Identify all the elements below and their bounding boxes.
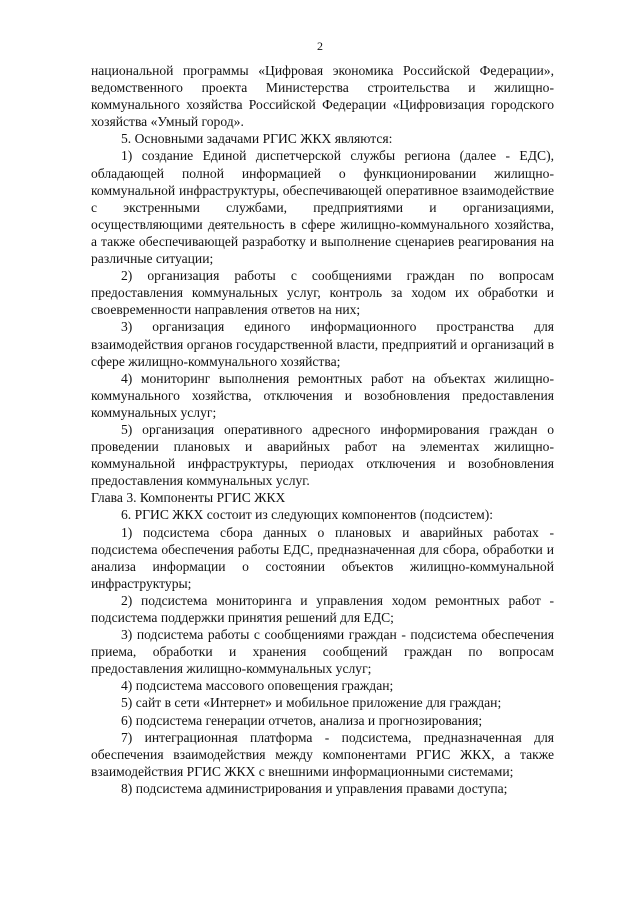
list-item: 3) организация единого информационного пространства для взаимодействия органов государственной власти, предприятий и организаций в сфере жилищно-коммунального хозяйства; (91, 319, 554, 369)
list-item: 4) мониторинг выполнения ремонтных работ на объектах жилищно-коммунального хозяйства, отключения и возобновления предоставления коммунальных услуг; (91, 370, 554, 420)
list-item: 2) организация работы с сообщениями граждан по вопросам предоставления коммунальных услуг, контроль за ходом их обработки и своевременности направления ответов на них; (91, 268, 554, 318)
list-item: 5) организация оперативного адресного информирования граждан о проведении плановых и аварийных работ на элементах жилищно-коммунальной инфраструктуры, периодах отключения и возобновления предоставления коммунальных услуг. (91, 421, 554, 489)
chapter-heading: Глава 3. Компоненты РГИС ЖКХ (91, 490, 286, 506)
paragraph: 5. Основными задачами РГИС ЖКХ являются: (121, 131, 393, 147)
list-item: 6) подсистема генерации отчетов, анализа и прогнозирования; (121, 712, 483, 728)
document-body (91, 62, 554, 797)
list-item: 1) подсистема сбора данных о плановых и аварийных работах - подсистема обеспечения работы ЕДС, предназначенная для сбора, обработки и анализа информации о состоянии объектов жилищно-коммунальной инфраструктуры; (91, 524, 554, 591)
list-item: 5) сайт в сети «Интернет» и мобильное приложение для граждан; (121, 695, 502, 711)
list-item: 2) подсистема мониторинга и управления ходом ремонтных работ - подсистема поддержки принятия решений для ЕДС; (91, 592, 554, 625)
list-item: 1) создание Единой диспетчерской службы региона (далее - ЕДС), обладающей полной информацией о функционировании жилищно-коммунальной инфраструктуры, обеспечивающей оперативное взаимодействие с экстренными службами, предприятиями и организациями, осуществляющими деятельность в сфере жилищно-коммунального хозяйства, а также обеспечивающей разработку и выполнение сценариев реагирования на различные ситуации; (91, 148, 554, 267)
list-item: 4) подсистема массового оповещения граждан; (121, 678, 394, 694)
paragraph: 6. РГИС ЖКХ состоит из следующих компонентов (подсистем): (121, 507, 494, 523)
list-item: 8) подсистема администрирования и управления правами доступа; (121, 780, 508, 796)
list-item: 3) подсистема работы с сообщениями граждан - подсистема обеспечения приема, обработки и хранения сообщений граждан по вопросам предоставления жилищно-коммунальных услуг; (91, 627, 554, 677)
paragraph: национальной программы «Цифровая экономика Российской Федерации», ведомственного проекта Министерства строительства и жилищно-коммунального хозяйства Российской Федерации «Цифровизация городского хозяйства «Умный город». (91, 63, 554, 130)
page-number: 2 (317, 39, 323, 53)
list-item: 7) интеграционная платформа - подсистема, предназначенная для обеспечения взаимодействия между компонентами РГИС ЖКХ, а также взаимодействия РГИС ЖКХ с внешними информационными системами; (91, 729, 554, 779)
